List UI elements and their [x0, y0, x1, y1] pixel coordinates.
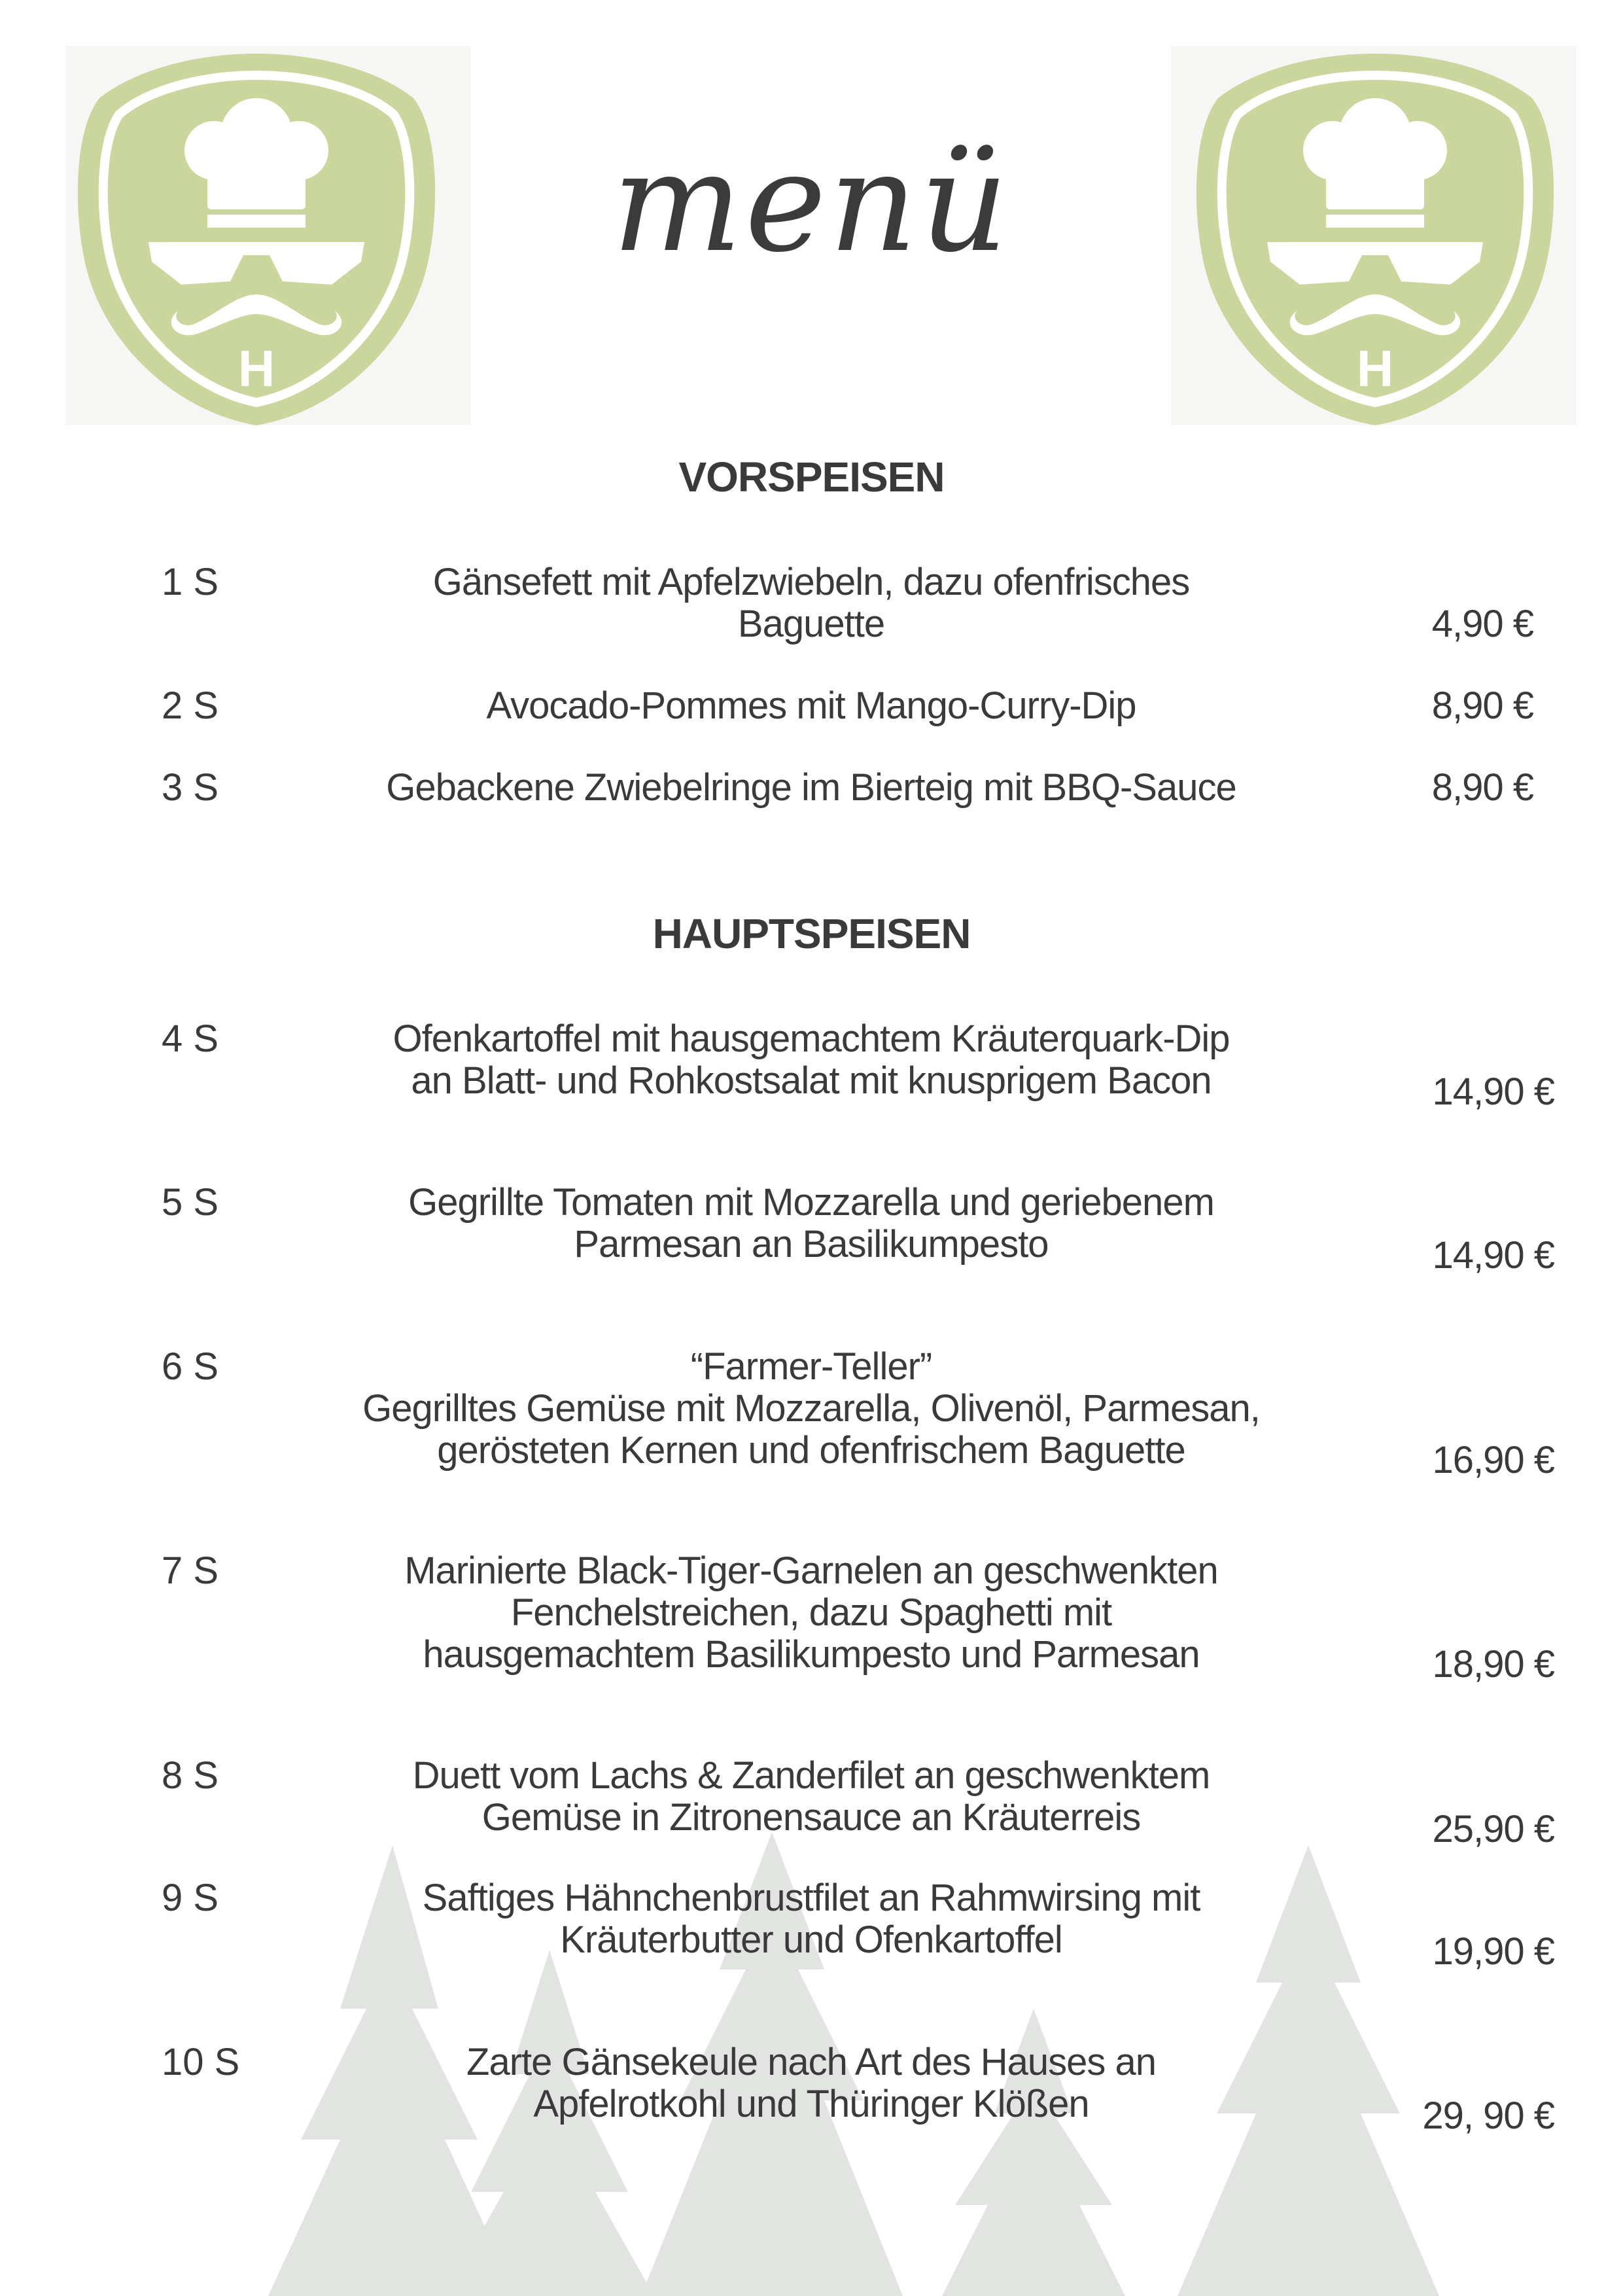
item-number: 3 S: [162, 766, 219, 809]
item-number: 2 S: [162, 684, 219, 727]
item-description: [307, 1018, 1315, 1102]
item-price: 4,90 €: [1431, 603, 1533, 645]
logo-letter: H: [237, 340, 275, 397]
menu-title: menü: [612, 122, 1011, 283]
item-description-line: Duett vom Lachs & Zanderfilet an geschwenktem: [412, 1754, 1210, 1797]
item-price: 8,90 €: [1431, 766, 1533, 809]
item-description: [307, 2041, 1315, 2125]
item-description-line: Fenchelstreichen, dazu Spaghetti mit: [510, 1591, 1112, 1634]
item-description-line: Gänsefett mit Apfelzwiebeln, dazu ofenfrisches: [432, 561, 1190, 603]
item-number: 5 S: [162, 1181, 219, 1224]
section-heading-vorspeisen: VORSPEISEN: [678, 453, 945, 501]
item-description-line: Marinierte Black-Tiger-Garnelen an geschwenkten: [404, 1549, 1218, 1592]
item-description-line: “Farmer-Teller”: [690, 1345, 932, 1388]
item-description: [307, 1877, 1315, 1961]
item-description-line: Baguette: [737, 603, 885, 645]
item-description-line: Parmesan an Basilikumpesto: [574, 1223, 1049, 1265]
item-description-line: Zarte Gänsekeule nach Art des Hauses an: [466, 2041, 1156, 2083]
item-description-line: Gemüse in Zitronensauce an Kräuterreis: [481, 1796, 1141, 1839]
item-price: 16,90 €: [1432, 1439, 1554, 1481]
section-heading-hauptspeisen: HAUPTSPEISEN: [652, 910, 971, 957]
item-description: [307, 561, 1315, 645]
item-description: [307, 685, 1315, 727]
item-description: [307, 1550, 1315, 1676]
item-number: 8 S: [162, 1754, 219, 1797]
item-description: [307, 1346, 1315, 1472]
item-price: 14,90 €: [1432, 1234, 1554, 1277]
item-description-line: hausgemachtem Basilikumpesto und Parmesan: [423, 1633, 1200, 1676]
item-number: 1 S: [162, 561, 219, 603]
item-description-line: Kräuterbutter und Ofenkartoffel: [560, 1918, 1062, 1961]
item-description: [307, 1755, 1315, 1839]
item-price: 14,90 €: [1432, 1070, 1554, 1113]
item-price: 19,90 €: [1432, 1930, 1554, 1973]
item-description-line: Avocado-Pommes mit Mango-Curry-Dip: [486, 684, 1136, 727]
item-price: 25,90 €: [1432, 1808, 1554, 1850]
item-number: 10 S: [162, 2041, 240, 2083]
item-number: 7 S: [162, 1549, 219, 1592]
item-description-line: gerösteten Kernen und ofenfrischem Baguette: [437, 1429, 1185, 1472]
item-price: 18,90 €: [1432, 1643, 1554, 1686]
item-number: 6 S: [162, 1345, 219, 1388]
item-description-line: an Blatt- und Rohkostsalat mit knusprigem Bacon: [411, 1059, 1212, 1102]
item-description-line: Ofenkartoffel mit hausgemachtem Kräuterquark-Dip: [393, 1017, 1230, 1060]
item-description-line: Apfelrotkohl und Thüringer Klößen: [533, 2083, 1089, 2125]
item-description: [307, 767, 1315, 809]
item-price: 29, 90 €: [1422, 2094, 1554, 2137]
item-description: [307, 1182, 1315, 1265]
item-number: 4 S: [162, 1017, 219, 1060]
item-description-line: Gegrilltes Gemüse mit Mozzarella, Olivenöl, Parmesan,: [362, 1387, 1260, 1430]
item-description-line: Gebackene Zwiebelringe im Bierteig mit BBQ-Sauce: [386, 766, 1236, 809]
item-price: 8,90 €: [1431, 684, 1533, 727]
item-description-line: Saftiges Hähnchenbrustfilet an Rahmwirsing mit: [422, 1877, 1200, 1919]
item-number: 9 S: [162, 1877, 219, 1919]
logo-letter: H: [1356, 340, 1394, 397]
item-description-line: Gegrillte Tomaten mit Mozzarella und geriebenem: [408, 1181, 1214, 1224]
